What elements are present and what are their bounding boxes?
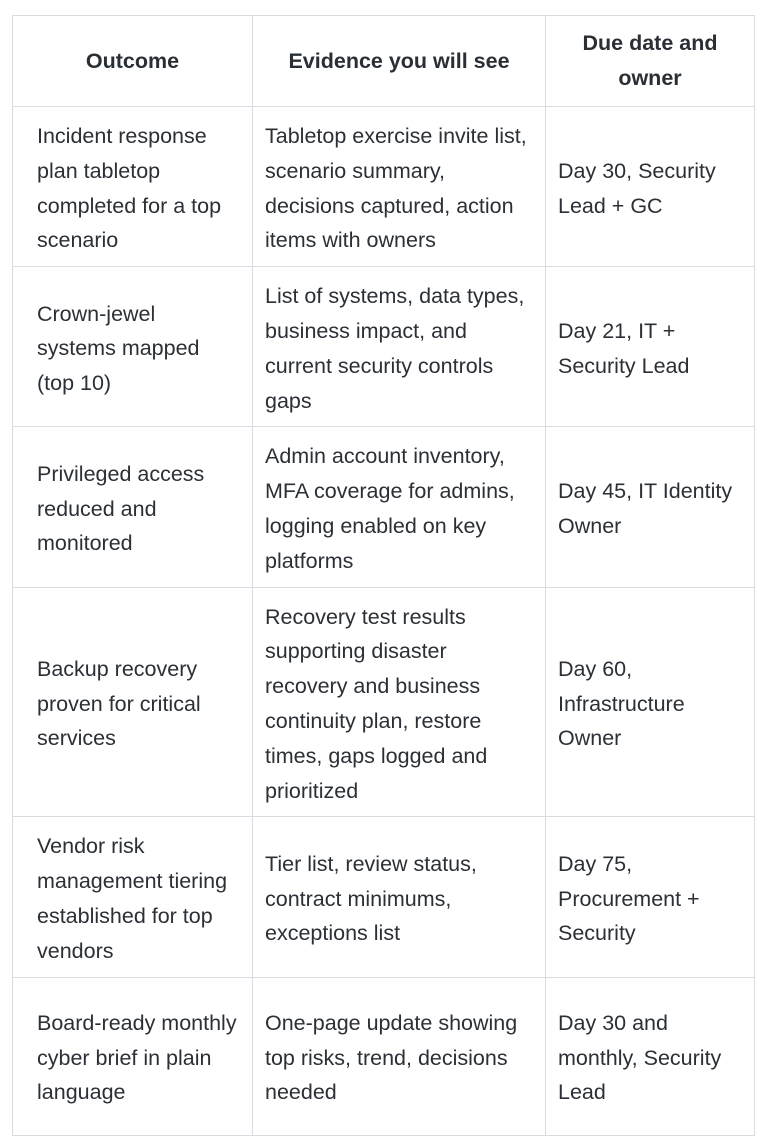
table-row	[13, 107, 755, 267]
cell-evidence: Recovery test results supporting disaster recovery and business continuity plan, restore times, gaps logged and prioritized	[253, 587, 546, 817]
table-row	[13, 587, 755, 817]
cell-outcome: Incident response plan tabletop completed for a top scenario	[13, 107, 253, 267]
table-row	[13, 977, 755, 1135]
cell-outcome: Crown-jewel systems mapped (top 10)	[13, 267, 253, 427]
table-header	[13, 16, 755, 107]
cell-due-owner: Day 30, Security Lead + GC	[546, 107, 755, 267]
cell-due-owner: Day 75, Procurement + Security	[546, 817, 755, 977]
outcomes-table	[12, 15, 755, 1136]
cell-evidence: Tier list, review status, contract minimums, exceptions list	[253, 817, 546, 977]
cell-evidence: Tabletop exercise invite list, scenario summary, decisions captured, action items with owners	[253, 107, 546, 267]
cell-outcome: Privileged access reduced and monitored	[13, 427, 253, 587]
cell-outcome: Board-ready monthly cyber brief in plain language	[13, 977, 253, 1135]
cell-evidence: List of systems, data types, business impact, and current security controls gaps	[253, 267, 546, 427]
cell-outcome: Vendor risk management tiering established for top vendors	[13, 817, 253, 977]
table-row	[13, 427, 755, 587]
table-row	[13, 817, 755, 977]
cell-outcome: Backup recovery proven for critical services	[13, 587, 253, 817]
cell-due-owner: Day 60, Infrastructure Owner	[546, 587, 755, 817]
cell-due-owner: Day 45, IT Identity Owner	[546, 427, 755, 587]
cell-due-owner: Day 30 and monthly, Security Lead	[546, 977, 755, 1135]
cell-evidence: One-page update showing top risks, trend, decisions needed	[253, 977, 546, 1135]
table-body	[13, 107, 755, 1136]
header-due-date-owner: Due date and owner	[546, 16, 755, 107]
cell-due-owner: Day 21, IT + Security Lead	[546, 267, 755, 427]
header-evidence: Evidence you will see	[253, 16, 546, 107]
header-outcome: Outcome	[13, 16, 253, 107]
table-row	[13, 267, 755, 427]
outcomes-table-container	[12, 15, 754, 1136]
cell-evidence: Admin account inventory, MFA coverage for admins, logging enabled on key platforms	[253, 427, 546, 587]
header-row	[13, 16, 755, 107]
